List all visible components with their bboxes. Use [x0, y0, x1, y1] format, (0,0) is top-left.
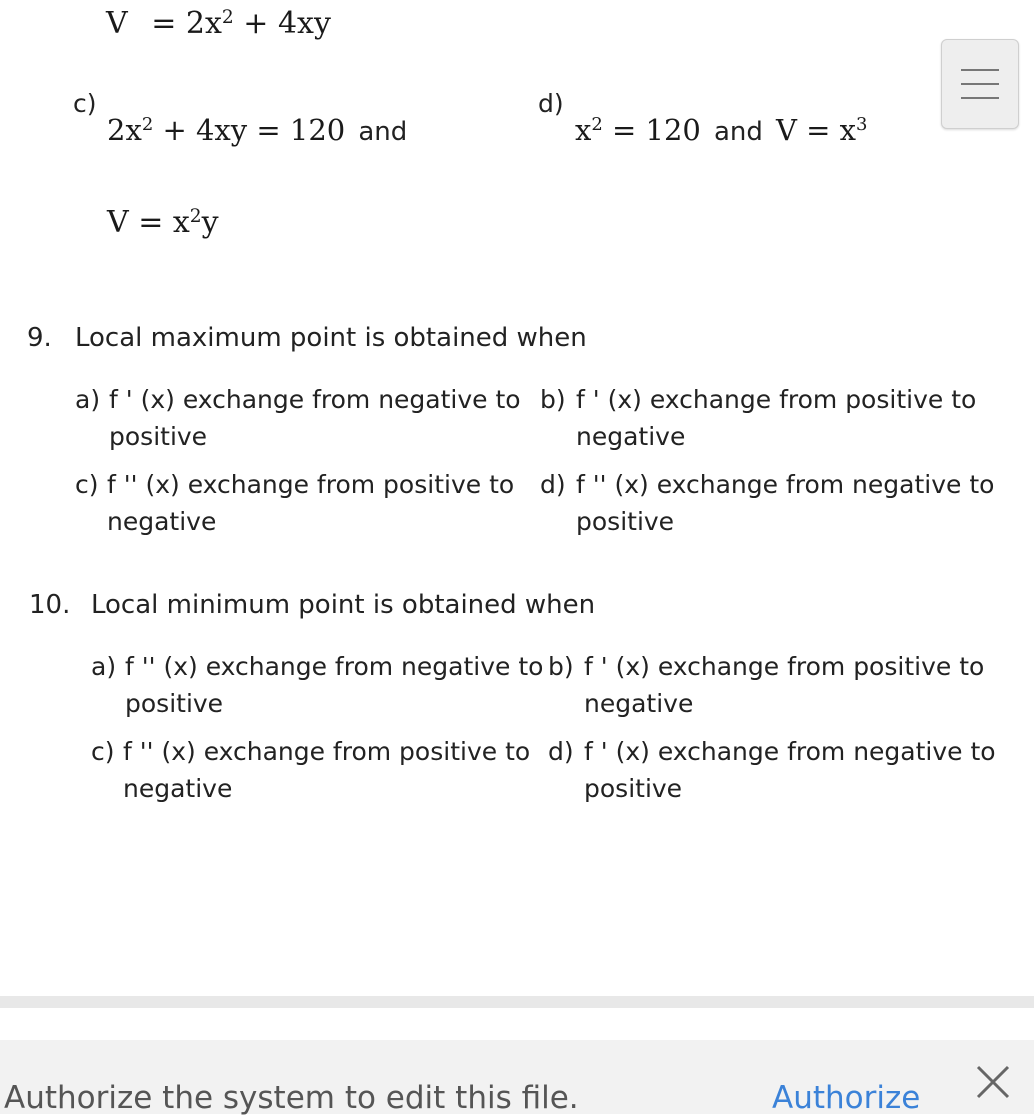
authorize-message: Authorize the system to edit this file. [4, 1080, 579, 1116]
option-text: positive [109, 422, 208, 451]
option-letter: b) [540, 385, 566, 414]
option-text: positive [576, 507, 675, 536]
option-letter: c) [91, 737, 115, 766]
close-icon[interactable] [975, 1064, 1011, 1100]
option-text: f ' (x) exchange from positive to [576, 385, 977, 414]
opt-c-v: V = x [107, 205, 190, 240]
menu-line-icon [961, 69, 999, 71]
opt-d-v-exp: 3 [856, 114, 868, 136]
menu-button[interactable] [941, 39, 1019, 129]
option-letter: d) [548, 737, 574, 766]
option-text: f ' (x) exchange from negative to [109, 385, 521, 414]
q10-option-a[interactable] [91, 648, 544, 722]
q10-option-c[interactable] [91, 733, 531, 807]
question-10-text: Local minimum point is obtained when [91, 590, 596, 620]
eq-var-v: V [106, 6, 128, 41]
option-letter: d) [540, 470, 566, 499]
option-d-line [575, 113, 867, 147]
option-text: f ' (x) exchange from positive to [584, 652, 985, 681]
option-text: negative [107, 507, 217, 536]
option-text: f '' (x) exchange from positive to [123, 737, 531, 766]
question-10-number: 10. [29, 590, 71, 620]
opt-d-x: x [575, 113, 592, 147]
option-letter: a) [75, 385, 101, 414]
q10-option-d[interactable] [548, 733, 1008, 807]
q9-option-a[interactable] [75, 381, 521, 455]
eq-rhs: = 2x [151, 6, 222, 41]
option-text: f '' (x) exchange from negative to [576, 470, 995, 499]
opt-c-v-exp: 2 [189, 205, 202, 227]
option-c-letter: c) [73, 89, 97, 118]
eq-exponent: 2 [221, 6, 234, 28]
option-c-line1 [107, 113, 407, 147]
option-c-line2 [107, 205, 219, 240]
option-text: f ' (x) exchange from negative to [584, 737, 996, 766]
question-9-number: 9. [27, 323, 52, 353]
option-letter: c) [75, 470, 99, 499]
question-9-text: Local maximum point is obtained when [75, 323, 587, 353]
divider [0, 996, 1034, 1008]
opt-d-x-exp: 2 [591, 114, 603, 136]
opt-c-and: and [358, 117, 408, 147]
option-d-letter: d) [538, 89, 564, 118]
q9-option-d[interactable] [540, 466, 1000, 540]
option-text: f '' (x) exchange from negative to [125, 652, 544, 681]
option-text: positive [125, 689, 224, 718]
option-text: negative [576, 422, 686, 451]
option-text: positive [584, 774, 683, 803]
option-text: negative [123, 774, 233, 803]
opt-d-v: V = x [776, 113, 857, 147]
q9-option-b[interactable] [540, 381, 980, 455]
authorize-button[interactable]: Authorize [772, 1080, 921, 1116]
option-text: f '' (x) exchange from positive to [107, 470, 515, 499]
opt-d-and: and [713, 117, 763, 147]
menu-line-icon [961, 97, 999, 99]
q9-option-c[interactable] [75, 466, 515, 540]
menu-line-icon [961, 83, 999, 85]
opt-d-eq: = 120 [602, 113, 701, 147]
opt-c-eq: + 4xy = 120 [153, 113, 346, 147]
option-letter: b) [548, 652, 574, 681]
option-text: negative [584, 689, 694, 718]
opt-c-term: 2x [107, 113, 142, 147]
eq-rest: + 4xy [233, 6, 331, 41]
opt-c-y: y [201, 205, 219, 240]
equation-volume-surface [106, 6, 331, 41]
q10-option-b[interactable] [548, 648, 988, 722]
opt-c-exp: 2 [141, 114, 154, 136]
option-letter: a) [91, 652, 117, 681]
